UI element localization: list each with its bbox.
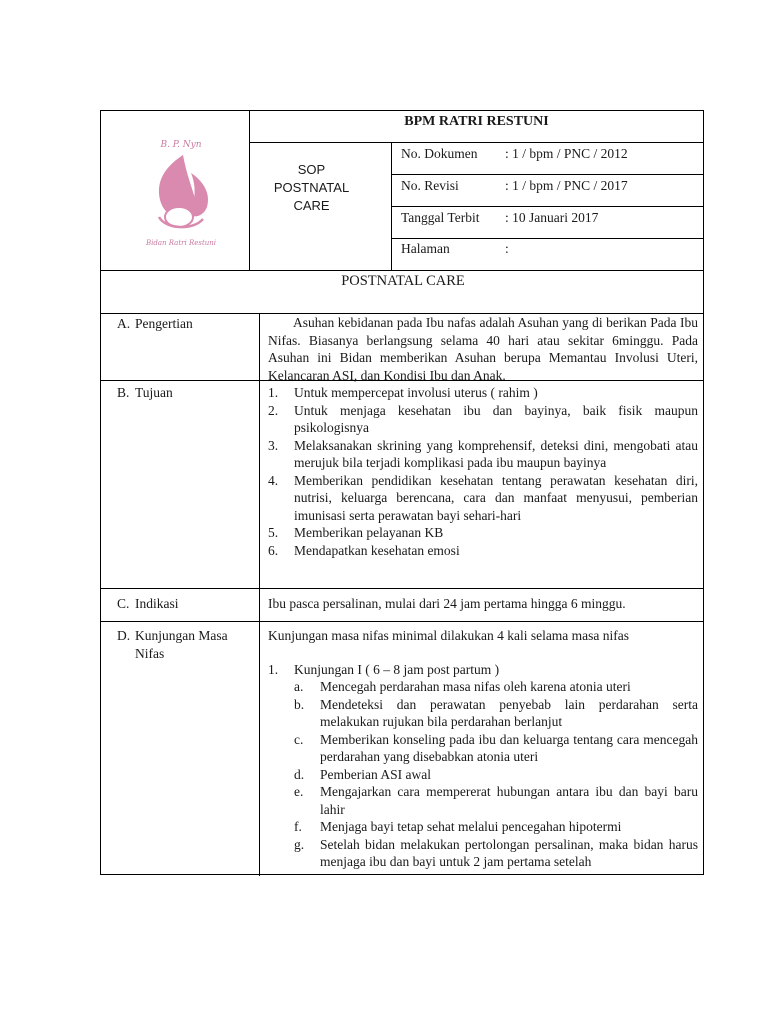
list-text: Menjaga bayi tetap sehat melalui pencegahan hipotermi: [320, 819, 622, 834]
rule: [101, 621, 704, 622]
kunjungan-content: [268, 627, 698, 871]
rule: [101, 270, 704, 271]
list-letter: g.: [294, 836, 305, 852]
section-letter: C.: [117, 596, 130, 611]
list-number: 1.: [268, 385, 279, 400]
section-label-kunjungan: [117, 627, 228, 663]
meta-label: No. Revisi: [401, 178, 459, 193]
list-item: [268, 402, 698, 437]
list-item: [268, 437, 698, 472]
rule: [391, 142, 392, 270]
list-letter: b.: [294, 696, 305, 712]
list-text: Mengajarkan cara mempererat hubungan antara ibu dan bayi baru lahir: [320, 784, 698, 817]
kunjungan-intro: Kunjungan masa nifas minimal dilakukan 4 kali selama masa nifas: [268, 628, 630, 643]
list-item: [268, 472, 698, 525]
list-text: Mendeteksi dan perawatan penyebab lain perdarahan serta melakukan rujukan bila perdarahan berlanjut: [320, 696, 698, 729]
list-letter: c.: [294, 731, 304, 747]
list-text: Untuk mempercepat involusi uterus ( rahim ): [294, 385, 538, 400]
indikasi-text: Ibu pasca persalinan, mulai dari 24 jam pertama hingga 6 minggu.: [268, 596, 626, 611]
list-text: Untuk menjaga kesehatan ibu dan bayinya, baik fisik maupun psikologisnya: [294, 402, 698, 435]
sop-line: CARE: [293, 198, 330, 213]
list-number: 3.: [268, 437, 279, 453]
list-letter: d.: [294, 766, 305, 782]
list-item: [268, 524, 698, 542]
sop-line: POSTNATAL: [273, 180, 350, 195]
section-letter: D.: [117, 628, 131, 643]
rule: [259, 313, 260, 876]
main-title: POSTNATAL CARE: [341, 273, 465, 289]
list-number: 4.: [268, 472, 279, 488]
rule: [101, 588, 704, 589]
meta-label: No. Dokumen: [401, 146, 478, 161]
section-name: Kunjungan Masa: [135, 628, 228, 643]
list-number: 2.: [268, 402, 279, 418]
visit-heading: [268, 661, 698, 679]
list-item: [268, 766, 698, 784]
sop-line: SOP: [297, 162, 326, 177]
list-text: Memberikan konseling pada ibu dan keluarga tentang cara mencegah perdarahan yang disebabkan atonia uteri: [320, 731, 698, 764]
list-item: [268, 836, 698, 871]
rule: [249, 142, 704, 143]
list-item: [268, 384, 698, 402]
section-name-cont: Nifas: [135, 646, 165, 661]
list-item: [268, 783, 698, 818]
list-item: [268, 818, 698, 836]
list-letter: f.: [294, 819, 302, 834]
list-number: 6.: [268, 542, 279, 558]
list-text: Pemberian ASI awal: [320, 766, 431, 782]
list-letter: a.: [294, 679, 304, 694]
list-text: Melaksanakan skrining yang komprehensif, deteksi dini, mengobati atau merujuk bila terjadi komplikasi pada ibu maupun bayinya: [294, 437, 698, 470]
section-label-pengertian: [117, 315, 193, 333]
meta-label: Tanggal Terbit: [401, 210, 480, 225]
list-letter: e.: [294, 784, 304, 799]
section-label-tujuan: [117, 384, 173, 402]
section-label-indikasi: [117, 595, 179, 613]
section-name: Pengertian: [135, 316, 193, 331]
list-item: [268, 542, 698, 560]
list-text: Memberikan pendidikan kesehatan tentang perawatan kesehatan diri, nutrisi, keluarga berencana, cara dan manfaat menyusui, pemberian imunisasi serta perawatan bayi sehari-hari: [294, 472, 698, 523]
rule: [391, 174, 704, 175]
section-name: Indikasi: [135, 596, 179, 611]
sop-label: [249, 161, 374, 215]
list-item: [268, 731, 698, 766]
section-name: Tujuan: [135, 385, 173, 400]
meta-label: Halaman: [401, 241, 450, 256]
logo-text-bottom: Bidan Ratri Restuni: [145, 239, 217, 247]
meta-value: :: [505, 241, 509, 256]
section-letter: B.: [117, 385, 130, 400]
tujuan-list: [268, 384, 698, 559]
sop-document: [100, 110, 704, 875]
list-number: 1.: [268, 661, 279, 677]
meta-value: : 10 Januari 2017: [505, 210, 599, 225]
list-number: 5.: [268, 525, 279, 540]
meta-value: : 1 / bpm / PNC / 2012: [505, 146, 628, 161]
list-text: Memberikan pelayanan KB: [294, 525, 444, 540]
logo-text-top: B. P. Nyn: [160, 140, 202, 150]
list-text: Setelah bidan melakukan pertolongan persalinan, maka bidan harus menjaga ibu dan bayi untuk 2 jam pertama setelah: [320, 836, 698, 869]
list-text: Mencegah perdarahan masa nifas oleh karena atonia uteri: [320, 679, 631, 694]
meta-value: : 1 / bpm / PNC / 2017: [505, 178, 628, 193]
list-text: Mendapatkan kesehatan emosi: [294, 542, 460, 558]
section-letter: A.: [117, 316, 131, 331]
visit-title: Kunjungan I ( 6 – 8 jam post partum ): [294, 661, 500, 677]
list-item: [268, 696, 698, 731]
bpm-logo: [131, 133, 231, 253]
rule: [391, 238, 704, 239]
org-title: BPM RATRI RESTUNI: [404, 114, 549, 129]
list-item: [268, 678, 698, 696]
pengertian-text: Asuhan kebidanan pada Ibu nafas adalah Asuhan yang di berikan Pada Ibu Nifas. Biasanya berlangsung selama 40 hari atau sekitar 6minggu. Pada Asuhan ini Bidan memberikan Asuhan berupa Memantau Involusi Uteri, Kelancaran ASI, dan Kondisi Ibu dan Anak.: [268, 315, 698, 383]
rule: [391, 206, 704, 207]
